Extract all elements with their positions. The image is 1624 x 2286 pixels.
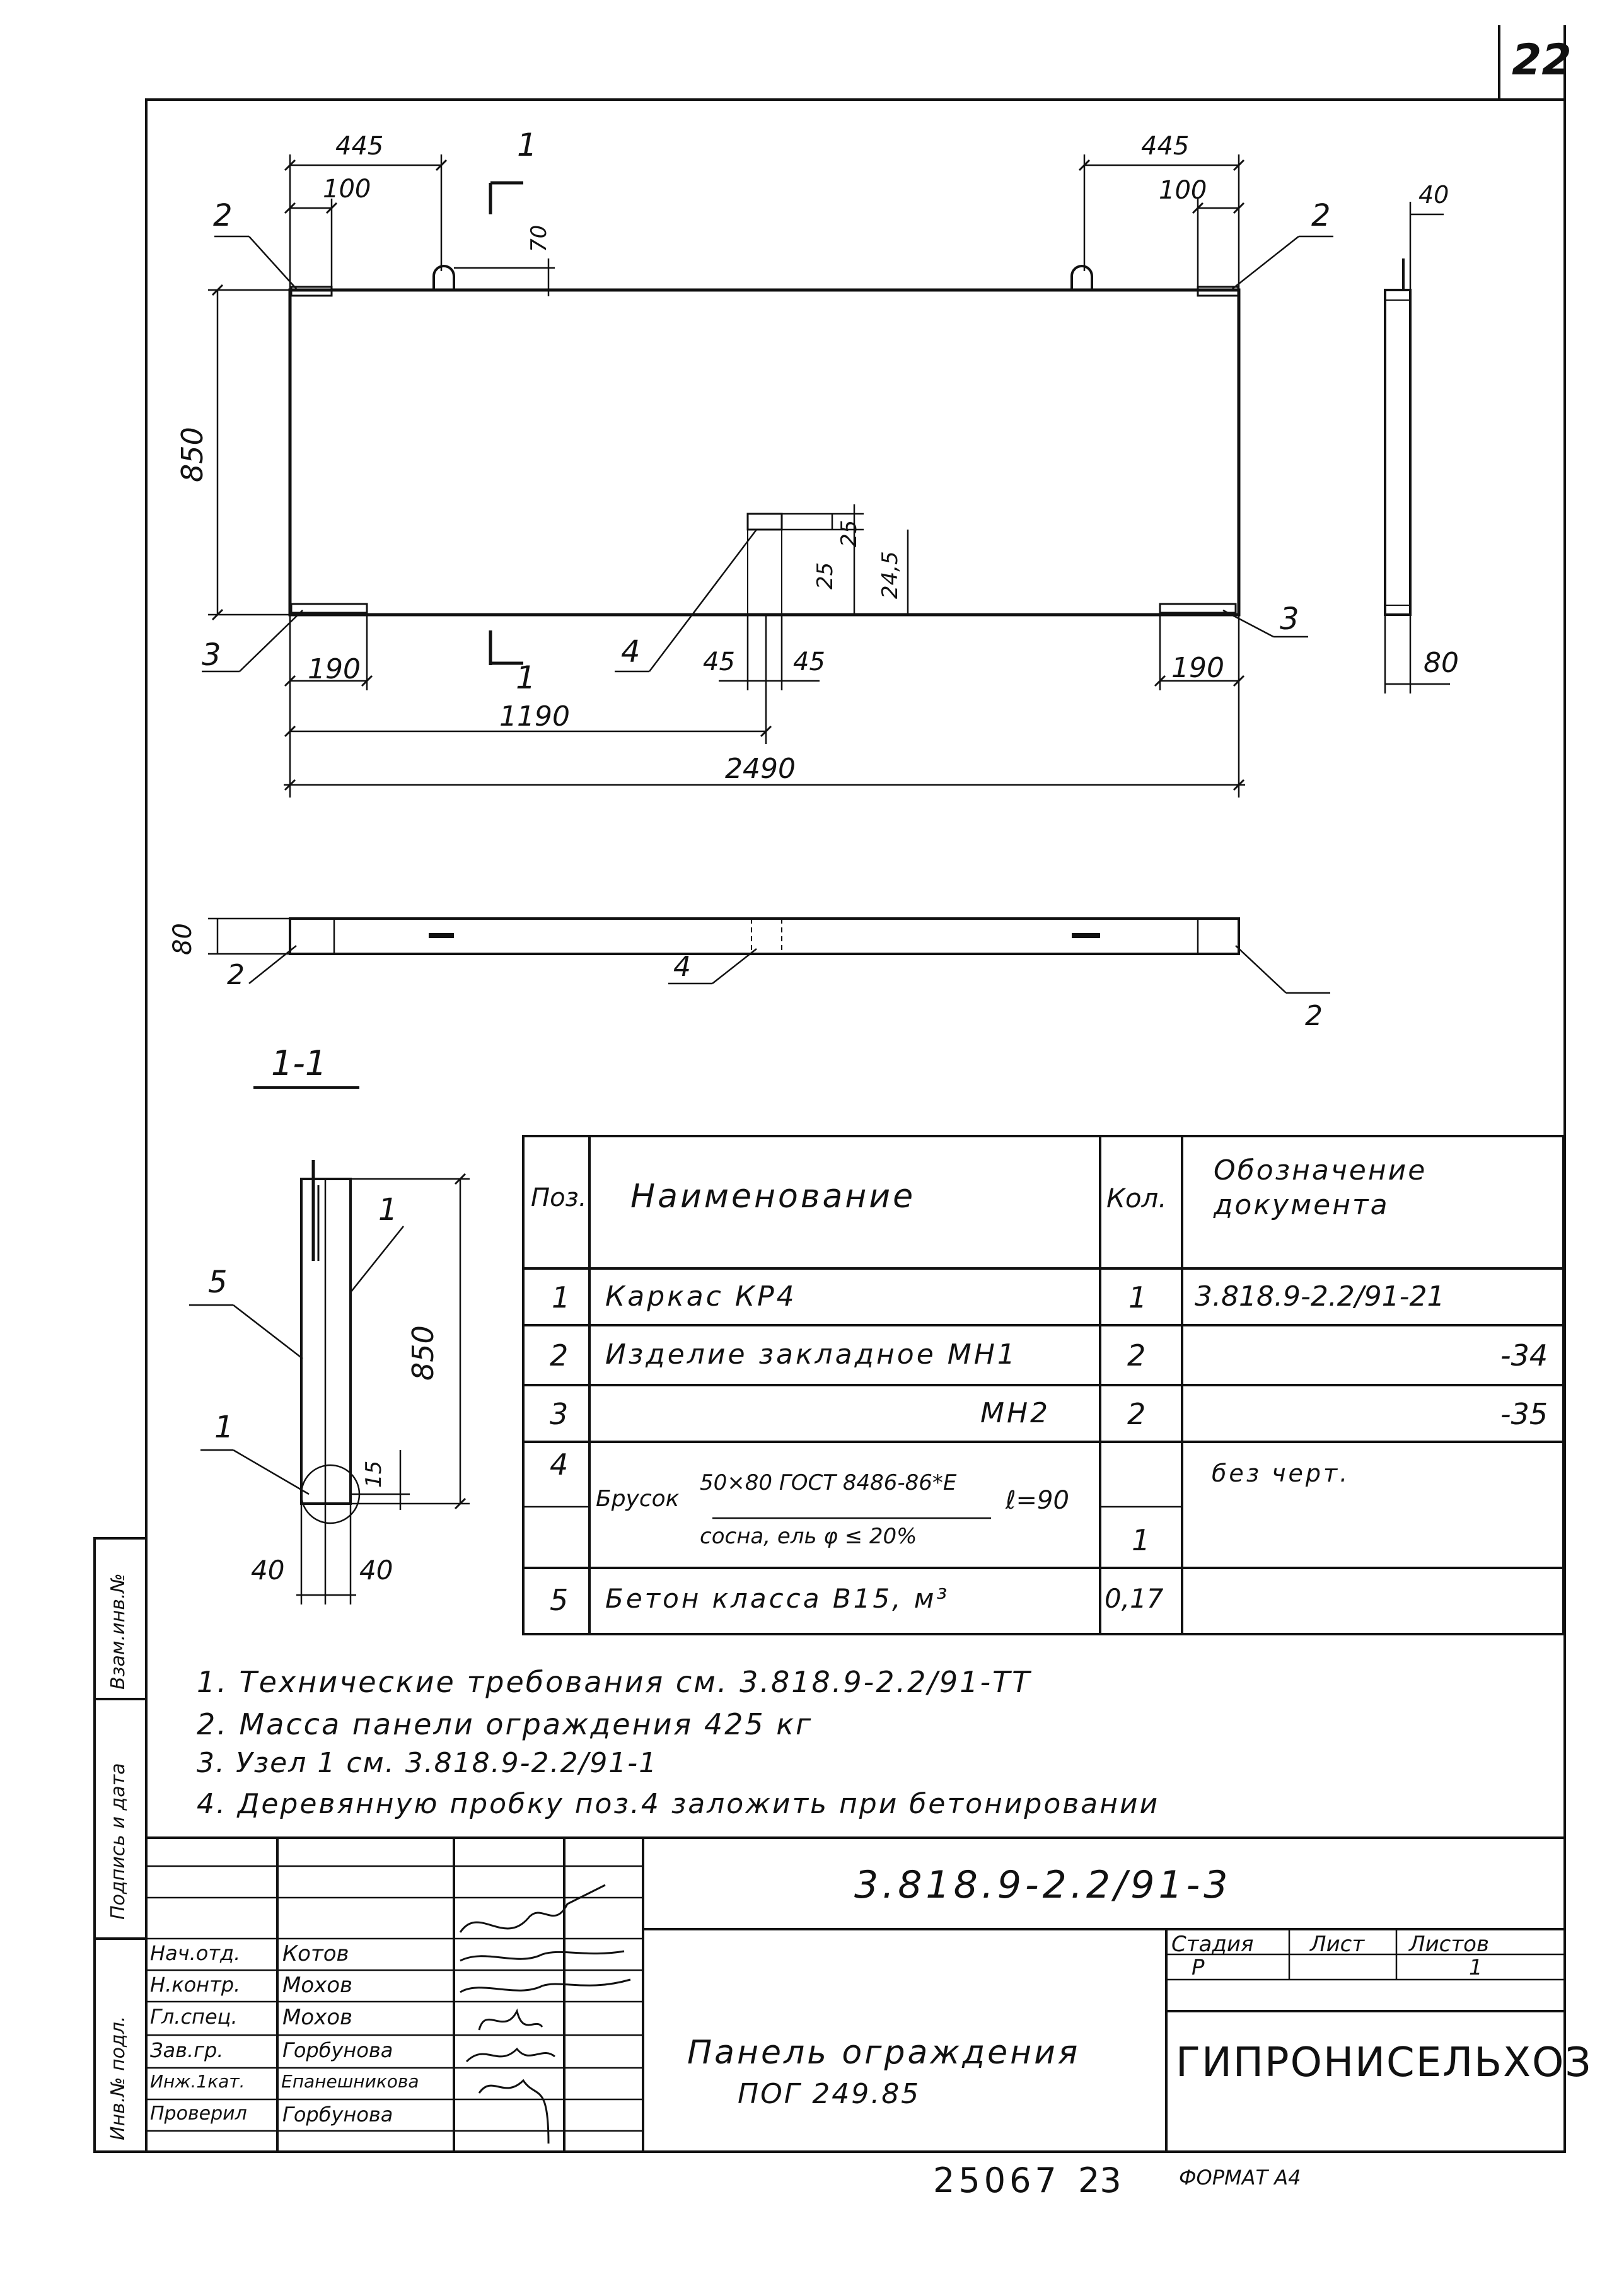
dim-40-section-right: 40	[359, 1555, 393, 1586]
cut-marker-top: 1	[517, 127, 537, 163]
dim-70: 70	[526, 224, 552, 252]
format-label: ФОРМАТ А4	[1179, 2166, 1301, 2190]
spec-row4-name-prefix: Брусок	[596, 1486, 680, 1512]
staff-role-5: Инж.1кат.	[150, 2071, 245, 2092]
title-block-stage-header: Стадия	[1171, 1932, 1254, 1957]
wooden-plug	[748, 514, 782, 530]
dim-2490: 2490	[725, 753, 796, 785]
pos-3-bottom-right: 3	[1280, 601, 1299, 637]
spec-row4-name-suffix: ℓ=90	[1006, 1486, 1069, 1515]
spec-row3-qty: 2	[1127, 1397, 1146, 1431]
staff-role-3: Гл.спец.	[150, 2005, 238, 2029]
dim-190-right: 190	[1171, 652, 1224, 684]
title-block-sheets: 1	[1469, 1955, 1483, 1980]
spec-row5-qty: 0,17	[1105, 1583, 1164, 1614]
dim-80-plan: 80	[168, 923, 197, 955]
spec-row4-pos: 4	[550, 1448, 569, 1482]
spec-row4-doc: без черт.	[1212, 1459, 1350, 1487]
stamp-inv-podl: Инв.№ подл.	[107, 2016, 129, 2140]
pos-3-bottom-left: 3	[202, 637, 221, 673]
dim-45-right: 45	[793, 647, 825, 676]
spec-header-qty: Кол.	[1106, 1183, 1167, 1214]
staff-role-2: Н.контр.	[150, 1973, 241, 1997]
panel-elevation	[290, 290, 1239, 615]
dim-100-left: 100	[323, 175, 371, 204]
note-3: 3. Узел 1 см. 3.818.9-2.2/91-1	[197, 1747, 658, 1779]
spec-header-doc-line2: документа	[1214, 1189, 1389, 1221]
pos-4-elevation: 4	[621, 634, 641, 670]
spec-row1-qty: 1	[1128, 1280, 1147, 1314]
sheet-number: 22	[1512, 35, 1572, 85]
staff-role-6: Проверил	[150, 2103, 247, 2125]
staff-name-4: Горбунова	[282, 2038, 393, 2062]
dim-40-section-left: 40	[251, 1555, 285, 1586]
spec-header-doc-line1: Обозначение	[1214, 1154, 1427, 1187]
pos-2-top-right: 2	[1311, 198, 1331, 233]
note-2: 2. Масса панели ограждения 425 кг	[197, 1707, 813, 1741]
section-pos-1-top: 1	[378, 1192, 398, 1227]
archive-number: 25067	[933, 2161, 1060, 2200]
cut-marker-bottom: 1	[516, 659, 536, 696]
pos-4-plan: 4	[673, 951, 691, 983]
spec-row3-pos: 3	[550, 1397, 569, 1431]
dim-25-mid: 25	[813, 562, 838, 589]
dim-1190: 1190	[499, 700, 570, 733]
spec-row2-doc: -34	[1500, 1338, 1548, 1372]
archive-page: 23	[1078, 2161, 1122, 2200]
staff-role-1: Нач.отд.	[150, 1941, 241, 1965]
dim-445-left: 445	[335, 132, 384, 161]
spec-row3-name: МН2	[980, 1397, 1051, 1429]
pos-2-top-left: 2	[213, 198, 233, 233]
section-pos-5: 5	[208, 1265, 228, 1300]
sheet-frame	[146, 100, 1565, 2152]
dim-850-section: 850	[406, 1325, 440, 1381]
signatures	[460, 1885, 630, 2144]
spec-row5-name: Бетон класса В15, м³	[605, 1583, 950, 1614]
pos-2-plan-right: 2	[1305, 1000, 1323, 1032]
title-block-title-line1: Панель ограждения	[687, 2034, 1081, 2072]
dim-850: 850	[175, 427, 209, 482]
stamp-vzam-inv: Взам.инв.№	[107, 1573, 129, 1690]
section-title: 1-1	[271, 1043, 327, 1083]
staff-name-5: Епанешникова	[281, 2071, 419, 2092]
spec-row2-pos: 2	[550, 1338, 569, 1372]
spec-row3-doc: -35	[1500, 1397, 1548, 1431]
title-block-org: ГИПРОНИСЕЛЬХОЗ	[1176, 2039, 1592, 2086]
staff-name-3: Мохов	[282, 2005, 353, 2030]
note-1: 1. Технические требования см. 3.818.9-2.2/91-ТТ	[197, 1665, 1032, 1699]
section-pos-1-node: 1	[214, 1410, 234, 1445]
spec-header-name: Наименование	[630, 1178, 916, 1216]
dim-40-side: 40	[1418, 181, 1449, 209]
dim-15-section: 15	[361, 1460, 386, 1488]
spec-row1-name: Каркас КР4	[605, 1280, 797, 1313]
title-block-sheet-header: Лист	[1310, 1932, 1365, 1957]
stamp-podp-data: Подпись и дата	[107, 1763, 129, 1920]
title-block-title-line2: ПОГ 249.85	[738, 2078, 921, 2110]
title-block-sheets-header: Листов	[1409, 1932, 1490, 1957]
dim-445-right: 445	[1141, 132, 1190, 161]
note-4: 4. Деревянную пробку поз.4 заложить при бетонировании	[197, 1788, 1160, 1820]
staff-name-6: Горбунова	[282, 2103, 393, 2126]
dim-25-top: 25	[837, 519, 862, 547]
dim-80-side: 80	[1424, 647, 1459, 679]
spec-row1-doc: 3.818.9-2.2/91-21	[1195, 1280, 1445, 1313]
staff-role-4: Зав.гр.	[150, 2038, 224, 2062]
spec-row4-name-top: 50×80 ГОСТ 8486-86*Е	[700, 1470, 957, 1495]
dim-45-left: 45	[703, 647, 735, 676]
lifting-loop-right	[1072, 266, 1092, 290]
spec-row2-qty: 2	[1127, 1338, 1146, 1372]
dim-190-left: 190	[308, 653, 361, 685]
spec-row4-name-bottom: сосна, ель φ ≤ 20%	[700, 1524, 917, 1549]
spec-header-pos: Поз.	[531, 1183, 587, 1212]
title-block-stage: Р	[1192, 1955, 1205, 1980]
panel-side-view	[1385, 290, 1410, 615]
dim-100-right: 100	[1159, 176, 1207, 205]
staff-name-1: Котов	[282, 1941, 349, 1966]
spec-row1-pos: 1	[552, 1280, 571, 1314]
staff-name-2: Мохов	[282, 1973, 353, 1998]
spec-row2-name: Изделие закладное МН1	[605, 1338, 1018, 1371]
spec-row4-qty: 1	[1132, 1523, 1151, 1557]
dim-24-5: 24,5	[878, 551, 903, 599]
pos-2-plan-left: 2	[227, 959, 245, 991]
title-block-code: 3.818.9-2.2/91-3	[854, 1863, 1232, 1907]
spec-row5-pos: 5	[550, 1583, 569, 1617]
lifting-loop-left	[434, 266, 454, 290]
